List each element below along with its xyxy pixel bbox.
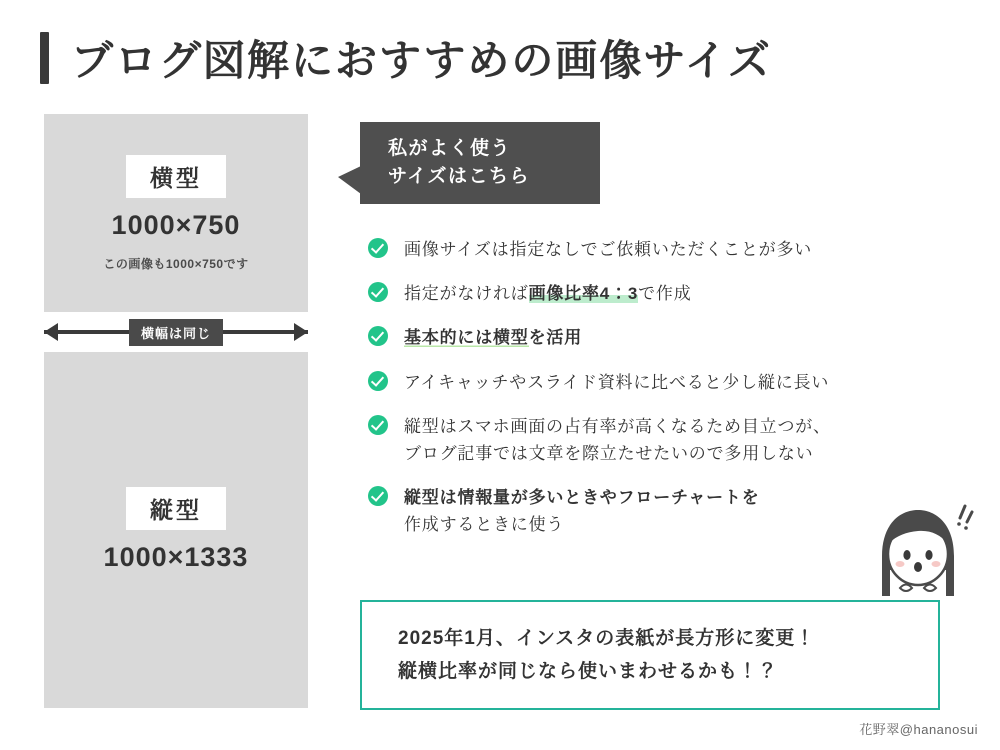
- title-accent-bar: [40, 32, 49, 84]
- list-item-text-part: 基本的には横型: [404, 328, 529, 348]
- callout-line-1: 私がよく使う: [388, 137, 512, 159]
- list-item-text-part: 縦型はスマホ画面の占有率が高くなるため目立つが、: [404, 416, 831, 436]
- size-comparison-panel: [44, 114, 308, 708]
- list-item-label: [404, 484, 760, 538]
- width-equal-label: 横幅は同じ: [129, 319, 223, 346]
- list-item-label: [404, 413, 831, 467]
- check-circle-icon: [368, 486, 388, 506]
- landscape-size-box: [44, 114, 308, 312]
- check-circle-icon: [368, 238, 388, 258]
- list-item: [368, 280, 968, 307]
- author-credit: 花野翠@hananosui: [859, 722, 978, 737]
- arrow-left-head-icon: [44, 323, 58, 341]
- list-item-label: [404, 280, 692, 307]
- page-title-row: [40, 28, 772, 88]
- list-item-label: [404, 369, 829, 396]
- list-item-text-part: 画像比率4：3: [528, 284, 639, 304]
- list-item: [368, 236, 968, 263]
- list-item-text-part: で作成: [638, 284, 692, 304]
- callout-line-2: サイズはこちら: [388, 166, 530, 187]
- announcement-line-2: 縦横比率が同じなら使いまわせるかも！？: [398, 661, 779, 682]
- page-title: ブログ図解におすすめの画像サイズ: [71, 37, 773, 84]
- list-item: [368, 413, 968, 467]
- list-item-text-part: ブログ記事では文章を際立たせたいので多用しない: [404, 443, 814, 463]
- list-item-text-part: を活用: [528, 328, 583, 348]
- portrait-dimensions: 1000×1333: [103, 542, 249, 572]
- character-illustration: [862, 500, 974, 610]
- portrait-label: 縦型: [126, 487, 226, 530]
- portrait-size-box: [44, 352, 308, 708]
- list-item-text-part: 縦型は情報量が多いときやフローチャートを: [404, 488, 760, 508]
- check-circle-icon: [368, 326, 388, 346]
- list-item-label: [404, 236, 812, 263]
- announcement-line-1: 2025年1月、インスタの表紙が長方形に変更！: [398, 627, 816, 649]
- landscape-dimensions: 1000×750: [111, 209, 241, 240]
- announcement-box: [360, 600, 940, 710]
- callout-tail-icon: [338, 166, 361, 194]
- check-circle-icon: [368, 282, 388, 302]
- check-circle-icon: [368, 371, 388, 391]
- list-item-text-part: 指定がなければ: [404, 284, 529, 304]
- width-equal-arrow: [44, 312, 308, 352]
- list-item-text-part: アイキャッチやスライド資料に比べると少し縦に長い: [404, 372, 830, 392]
- arrow-right-head-icon: [294, 323, 308, 341]
- list-item-text-part: 作成するときに使う: [404, 515, 565, 535]
- callout-bubble: [360, 122, 600, 204]
- list-item-text-part: 画像サイズは指定なしでご依頼いただくことが多い: [404, 240, 813, 259]
- list-item-label: [404, 324, 582, 351]
- landscape-label: 横型: [126, 155, 226, 198]
- landscape-note: この画像も1000×750です: [103, 256, 249, 271]
- list-item: [368, 324, 968, 351]
- check-circle-icon: [368, 415, 388, 435]
- list-item: [368, 369, 968, 396]
